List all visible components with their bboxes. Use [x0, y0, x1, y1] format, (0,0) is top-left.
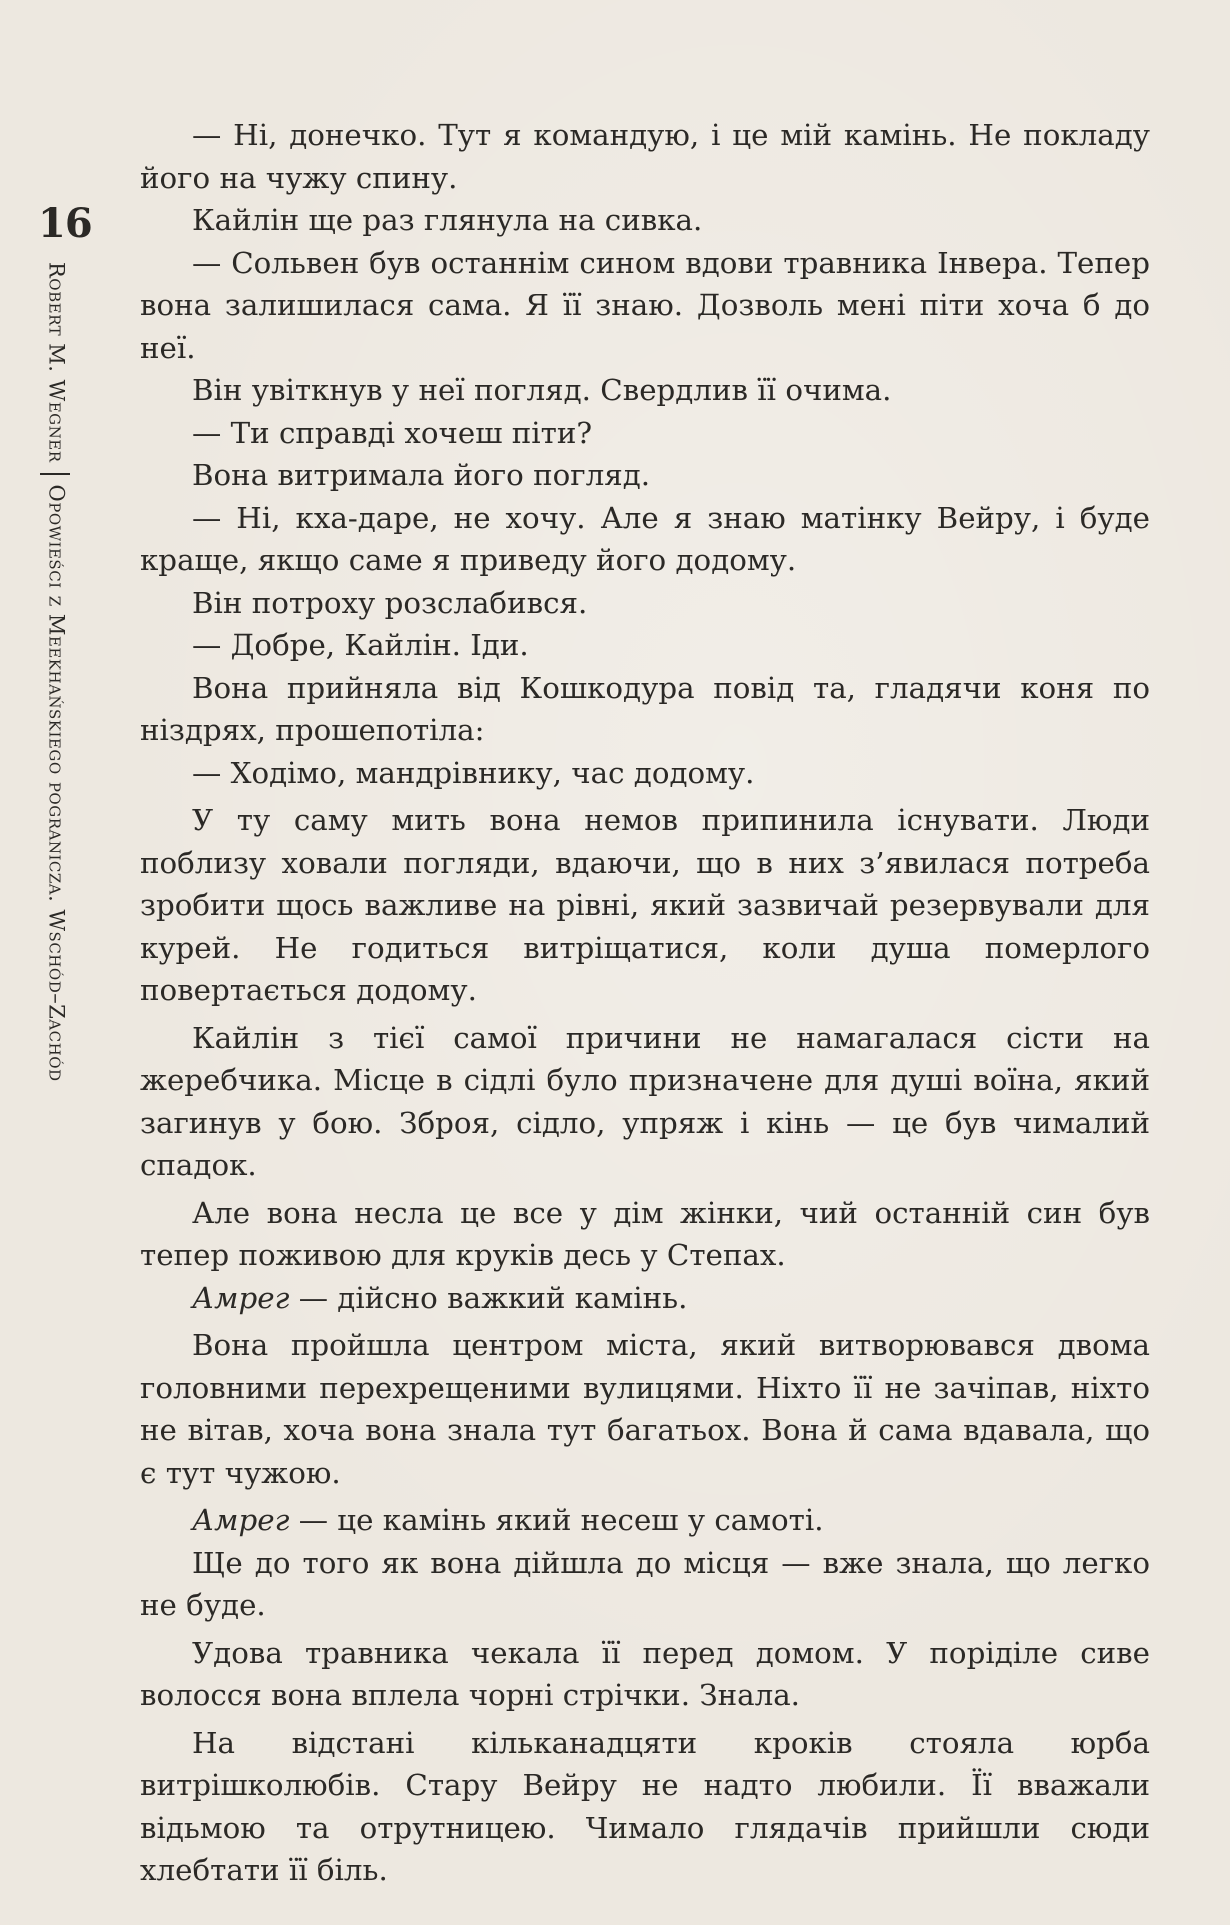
page-number: 16	[38, 200, 92, 247]
paragraph: Удова травника чекала її перед домом. У поріділе сиве волосся вона вплела чорні стрічки. Знала.	[140, 1635, 1150, 1712]
running-head-title: Opowieści z Meekhańskiego pogranicza. Wschód–Zachód	[44, 484, 69, 1082]
paragraph: — Сольвен був останнім сином вдови травника Інвера. Тепер вона залишилася сама. Я її знаю. Дозволь мені піти хоча б до неї.	[140, 245, 1150, 365]
paragraph: Вона витримала його погляд.	[192, 458, 651, 492]
paragraph: — Ні, кха-даре, не хочу. Але я знаю матінку Вейру, і буде краще, якщо саме я приведу його додому.	[140, 500, 1150, 577]
paragraph: Ще до того як вона дійшла до місця — вже знала, що легко не буде.	[140, 1545, 1150, 1622]
paragraph: У ту саму мить вона немов припинила існувати. Люди поблизу ховали погляди, вдаючи, що в них з’явилася потреба зробити щось важливе на рівні, який зазвичай резервували для курей. Не годиться витріщатися, коли душа померлого повертається додому.	[140, 803, 1150, 1007]
paragraph: На відстані кільканадцяти кроків стояла юрба витрішколюбів. Стару Вейру не надто любили. Її вважали відьмою та отрутницею. Чимало глядачів прийшли сюди хлебтати її біль.	[140, 1725, 1150, 1887]
paragraph: Амрег — дійсно важкий камінь.	[192, 1280, 688, 1315]
paragraph: Він увіткнув у неї погляд. Свердлив її очима.	[192, 373, 892, 407]
paragraph: — Ти справді хочеш піти?	[192, 415, 593, 450]
paragraph: Вона пройшла центром міста, який витворювався двома головними перехрещеними вулицями. Ніхто її не зачіпав, ніхто не вітав, хоча вона знала тут багатьох. Вона й сама вдавала, що є тут чужою.	[140, 1328, 1150, 1490]
body-text	[140, 114, 1150, 1892]
paragraph: Амрег — це камінь який несеш у самоті.	[192, 1503, 824, 1537]
paragraph: Кайлін ще раз глянула на сивка.	[192, 203, 703, 237]
italic-term: Амрег	[192, 1503, 290, 1537]
paragraph: — Ходімо, мандрівнику, час додому.	[192, 755, 755, 790]
running-head-author: Robert M. Wegner	[44, 262, 69, 463]
paragraph: — Добре, Кайлін. Іди.	[192, 628, 529, 662]
paragraph: Вона прийняла від Кошкодура повід та, гладячи коня по ніздрях, прошепотіла:	[140, 670, 1150, 747]
paragraph: — Ні, донечко. Тут я командую, і це мій камінь. Не покладу його на чужу спину.	[140, 118, 1150, 195]
paragraph: Але вона несла це все у дім жінки, чий останній син був тепер поживою для круків десь у Степах.	[140, 1195, 1150, 1272]
running-head	[30, 262, 70, 1562]
paragraph: Кайлін з тієї самої причини не намагалася сісти на жеребчика. Місце в сідлі було призначене для душі воїна, який загинув у бою. Зброя, сідло, упряж і кінь — це був чималий спадок.	[140, 1020, 1150, 1182]
running-head-separator	[40, 473, 70, 475]
italic-term: Амрег	[192, 1280, 290, 1315]
paragraph: Він потроху розслабився.	[192, 585, 588, 620]
